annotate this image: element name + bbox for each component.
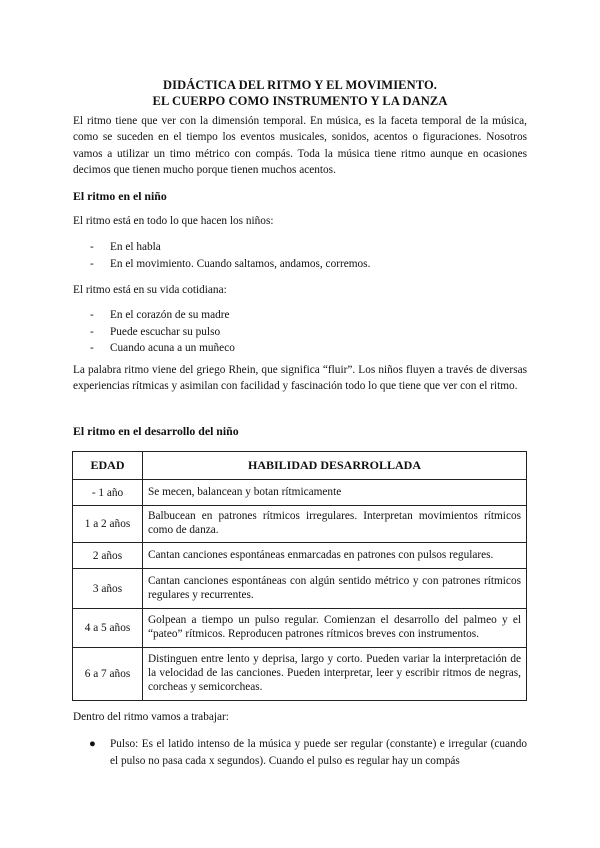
- table-row: [73, 480, 527, 506]
- dash-marker: -: [90, 342, 94, 355]
- skill-cell: Golpean a tiempo un pulso regular. Comienzan el desarrollo del palmeo y el “pateo” rítmicos. Reproducen patrones rítmicos breves con instrumentos.: [143, 609, 527, 648]
- list-lead-1: El ritmo está en todo lo que hacen los niños:: [73, 215, 274, 227]
- age-cell: 4 a 5 años: [73, 609, 143, 648]
- column-header-habilidad: HABILIDAD DESARROLLADA: [143, 452, 527, 480]
- age-cell: - 1 año: [73, 480, 143, 506]
- skill-cell: Cantan canciones espontáneas enmarcadas en patrones con pulsos regulares.: [143, 543, 527, 569]
- table-row: [73, 569, 527, 609]
- bullet-item-pulso: [89, 736, 527, 770]
- document-title-line-2: EL CUERPO COMO INSTRUMENTO Y LA DANZA: [152, 94, 448, 108]
- skill-cell: Balbucean en patrones rítmicos irregulares. Interpretan movimientos rítmicos como de danza.: [143, 506, 527, 543]
- bullet-text: Pulso: Es el latido intenso de la música y puede ser regular (constante) e irregular (cuando el pulso no pasa cada x segundos). Cuando el pulso es regular hay un compás: [110, 738, 527, 767]
- skill-cell: Se mecen, balancean y botan rítmicamente: [143, 480, 527, 506]
- table-header-row: [73, 452, 527, 480]
- table-row: [73, 506, 527, 543]
- list-item: [90, 256, 370, 273]
- list-item-text: Puede escuchar su pulso: [110, 325, 221, 338]
- table-row: [73, 543, 527, 569]
- list-item: [90, 324, 235, 341]
- table-row: [73, 609, 527, 648]
- list-item-text: En el corazón de su madre: [110, 309, 230, 321]
- skill-cell: Cantan canciones espontáneas con algún sentido métrico y con patrones rítmicos regulares y recurrentes.: [143, 569, 527, 609]
- age-cell: 1 a 2 años: [73, 506, 143, 543]
- list-lead-2: El ritmo está en su vida cotidiana:: [73, 284, 227, 296]
- list-item-text: En el movimiento. Cuando saltamos, andamos, corremos.: [110, 257, 371, 270]
- age-cell: 6 a 7 años: [73, 648, 143, 701]
- list-item: [90, 239, 370, 256]
- section-heading-desarrollo: El ritmo en el desarrollo del niño: [73, 424, 239, 438]
- column-header-edad: EDAD: [73, 452, 143, 480]
- dash-list-2: [90, 307, 235, 357]
- section-heading-ritmo-nino: El ritmo en el niño: [73, 189, 167, 203]
- list-item-text: Cuando acuna a un muñeco: [110, 342, 235, 355]
- list-item: [90, 340, 235, 357]
- age-cell: 3 años: [73, 569, 143, 609]
- dash-marker: -: [90, 257, 94, 270]
- rhein-paragraph: La palabra ritmo viene del griego Rhein, que significa “fluir”. Los niños fluyen a través de diversas experiencias rítmicas y asimilan con facilidad y fascinación todo lo que tiene que ver con el ritmo.: [73, 364, 527, 393]
- dash-list-1: [90, 239, 370, 272]
- list-item-text: En el habla: [110, 241, 161, 253]
- intro-paragraph: El ritmo tiene que ver con la dimensión temporal. En música, es la faceta temporal de la música, como se suceden en el tiempo los eventos musicales, sonidos, acentos o figuraciones. Nosotros vamos a utilizar un timo métrico con compás. Toda la música tiene ritmo aunque en ocasiones decimos que tienen mucho porque tienen muchos acentos.: [73, 115, 527, 177]
- development-table: [72, 451, 527, 701]
- document-title-line-1: DIDÁCTICA DEL RITMO Y EL MOVIMIENTO.: [162, 78, 437, 92]
- dash-marker: -: [90, 241, 94, 253]
- bullet-marker: ●: [89, 738, 96, 750]
- age-cell: 2 años: [73, 543, 143, 569]
- skill-cell: Distinguen entre lento y deprisa, largo y corto. Pueden variar la interpretación de la velocidad de las canciones. Pueden interpretar, leer y escribir ritmos de negras, corcheas y semicorcheas.: [143, 648, 527, 701]
- list-item: [90, 307, 235, 324]
- work-lead: Dentro del ritmo vamos a trabajar:: [73, 711, 229, 723]
- dash-marker: -: [90, 309, 94, 321]
- dash-marker: -: [90, 325, 94, 338]
- table-row: [73, 648, 527, 701]
